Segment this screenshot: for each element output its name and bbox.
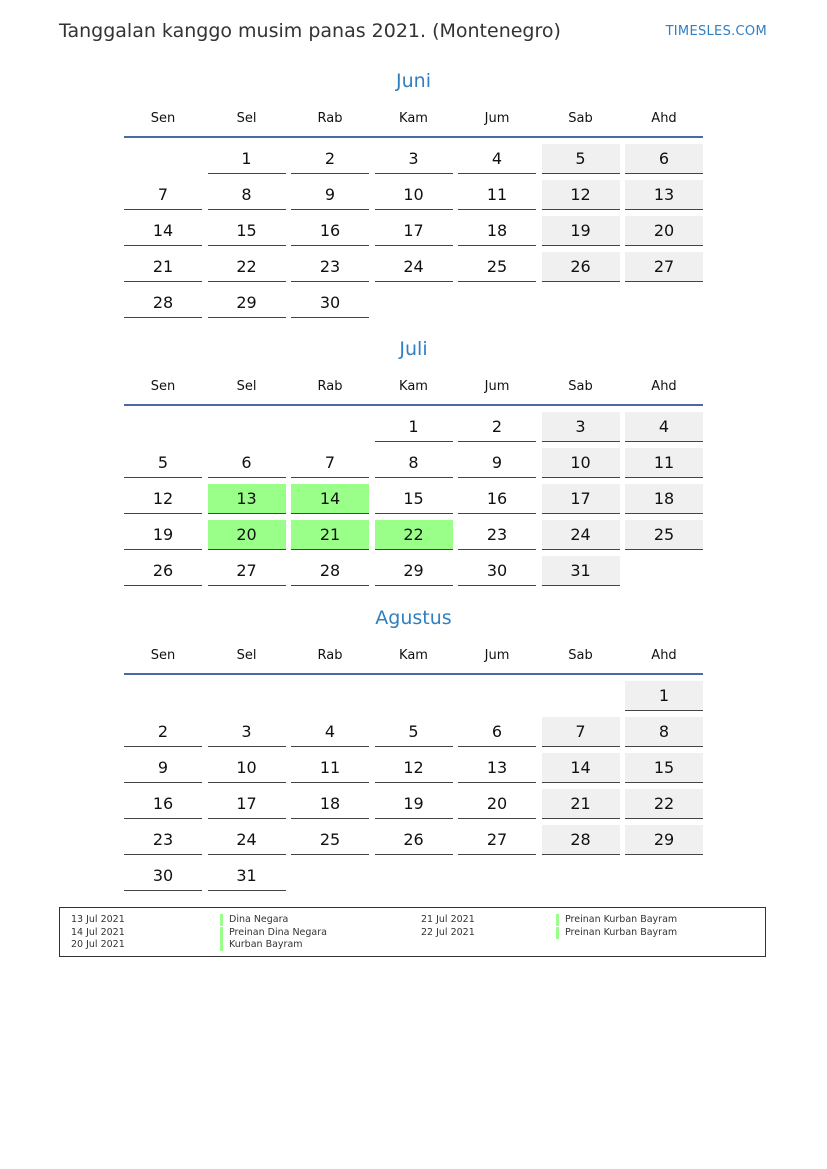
day-cell: 11 [291,753,369,783]
day-cell: 6 [625,144,703,174]
day-cell: 27 [458,825,536,855]
day-cell: 21 [291,520,369,550]
day-cell: 4 [458,144,536,174]
day-cell: 21 [124,252,202,282]
day-cell: 5 [124,448,202,478]
day-cell: 7 [124,180,202,210]
day-cell: 2 [458,412,536,442]
day-cell: 29 [375,556,453,586]
day-cell: 17 [542,484,620,514]
day-cell: 17 [208,789,286,819]
day-cell: 19 [375,789,453,819]
day-cell: 13 [458,753,536,783]
day-cell: 2 [124,717,202,747]
day-cell: 7 [542,717,620,747]
header-divider [124,404,703,406]
header-divider [124,136,703,138]
day-cell: 12 [375,753,453,783]
weekday-label: Rab [317,379,343,394]
day-cell: 22 [625,789,703,819]
weekday-label: Sen [150,379,176,394]
month-title: Agustus [375,607,452,629]
day-cell: 3 [208,717,286,747]
day-cell: 18 [625,484,703,514]
day-cell: 15 [625,753,703,783]
day-cell: 20 [625,216,703,246]
day-cell: 18 [291,789,369,819]
day-cell: 16 [291,216,369,246]
day-cell: 26 [375,825,453,855]
day-cell: 28 [542,825,620,855]
holiday-legend [59,907,766,957]
day-cell: 24 [542,520,620,550]
month-title: Juni [396,70,431,92]
day-cell: 6 [208,448,286,478]
day-cell: 15 [375,484,453,514]
legend-date: 21 Jul 2021 [421,914,475,925]
day-cell: 16 [124,789,202,819]
day-cell: 30 [124,861,202,891]
weekday-label: Jum [484,648,510,663]
day-cell: 25 [458,252,536,282]
legend-date: 13 Jul 2021 [71,914,125,925]
day-cell: 6 [458,717,536,747]
day-cell: 8 [375,448,453,478]
day-cell: 14 [124,216,202,246]
weekday-label: Ahd [651,111,677,126]
day-cell: 1 [375,412,453,442]
day-cell: 12 [124,484,202,514]
day-cell: 29 [625,825,703,855]
day-cell: 3 [542,412,620,442]
weekday-label: Rab [317,648,343,663]
day-cell: 18 [458,216,536,246]
day-cell: 1 [625,681,703,711]
day-cell: 31 [542,556,620,586]
day-cell: 16 [458,484,536,514]
day-cell: 27 [625,252,703,282]
month-title: Juli [399,338,428,360]
day-cell: 5 [542,144,620,174]
weekday-label: Kam [399,648,428,663]
legend-holiday-name: Preinan Kurban Bayram [556,914,677,926]
day-cell: 13 [208,484,286,514]
day-cell: 24 [208,825,286,855]
weekday-label: Kam [399,379,428,394]
weekday-label: Sel [236,379,257,394]
day-cell: 10 [542,448,620,478]
day-cell: 11 [625,448,703,478]
day-cell: 14 [291,484,369,514]
day-cell: 8 [625,717,703,747]
weekday-header [124,379,703,399]
weekday-label: Ahd [651,648,677,663]
day-cell: 22 [208,252,286,282]
day-cell: 17 [375,216,453,246]
legend-holiday-name: Preinan Dina Negara [220,927,327,939]
day-cell: 7 [291,448,369,478]
day-cell: 11 [458,180,536,210]
day-cell: 9 [124,753,202,783]
day-cell: 30 [291,288,369,318]
day-cell: 1 [208,144,286,174]
day-cell: 25 [625,520,703,550]
legend-date: 22 Jul 2021 [421,927,475,938]
day-cell: 12 [542,180,620,210]
day-cell: 28 [291,556,369,586]
day-cell: 4 [625,412,703,442]
day-cell: 9 [291,180,369,210]
day-cell: 24 [375,252,453,282]
legend-holiday-name: Preinan Kurban Bayram [556,927,677,939]
day-cell: 2 [291,144,369,174]
day-cell: 10 [375,180,453,210]
day-cell: 23 [458,520,536,550]
legend-date: 20 Jul 2021 [71,939,125,950]
day-cell: 31 [208,861,286,891]
weekday-label: Sel [236,111,257,126]
day-cell: 29 [208,288,286,318]
weekday-label: Sab [568,648,593,663]
legend-holiday-name: Dina Negara [220,914,288,926]
weekday-label: Sel [236,648,257,663]
header-divider [124,673,703,675]
brand-link[interactable]: TIMESLES.COM [665,24,767,39]
page-title: Tanggalan kanggo musim panas 2021. (Montenegro) [59,20,561,42]
weekday-label: Jum [484,111,510,126]
weekday-label: Kam [399,111,428,126]
day-cell: 20 [458,789,536,819]
day-cell: 4 [291,717,369,747]
day-cell: 27 [208,556,286,586]
day-cell: 3 [375,144,453,174]
day-cell: 8 [208,180,286,210]
day-cell: 13 [625,180,703,210]
day-cell: 23 [124,825,202,855]
day-cell: 10 [208,753,286,783]
day-cell: 23 [291,252,369,282]
day-cell: 21 [542,789,620,819]
weekday-label: Sen [150,111,176,126]
day-cell: 5 [375,717,453,747]
day-cell: 19 [124,520,202,550]
weekday-label: Sab [568,111,593,126]
weekday-header [124,111,703,131]
weekday-header [124,648,703,668]
day-cell: 14 [542,753,620,783]
weekday-label: Sen [150,648,176,663]
day-cell: 25 [291,825,369,855]
day-cell: 26 [542,252,620,282]
day-cell: 19 [542,216,620,246]
day-cell: 20 [208,520,286,550]
legend-holiday-name: Kurban Bayram [220,939,303,951]
weekday-label: Ahd [651,379,677,394]
legend-date: 14 Jul 2021 [71,927,125,938]
day-cell: 30 [458,556,536,586]
weekday-label: Sab [568,379,593,394]
day-cell: 22 [375,520,453,550]
weekday-label: Rab [317,111,343,126]
day-cell: 28 [124,288,202,318]
day-cell: 15 [208,216,286,246]
weekday-label: Jum [484,379,510,394]
day-cell: 26 [124,556,202,586]
day-cell: 9 [458,448,536,478]
